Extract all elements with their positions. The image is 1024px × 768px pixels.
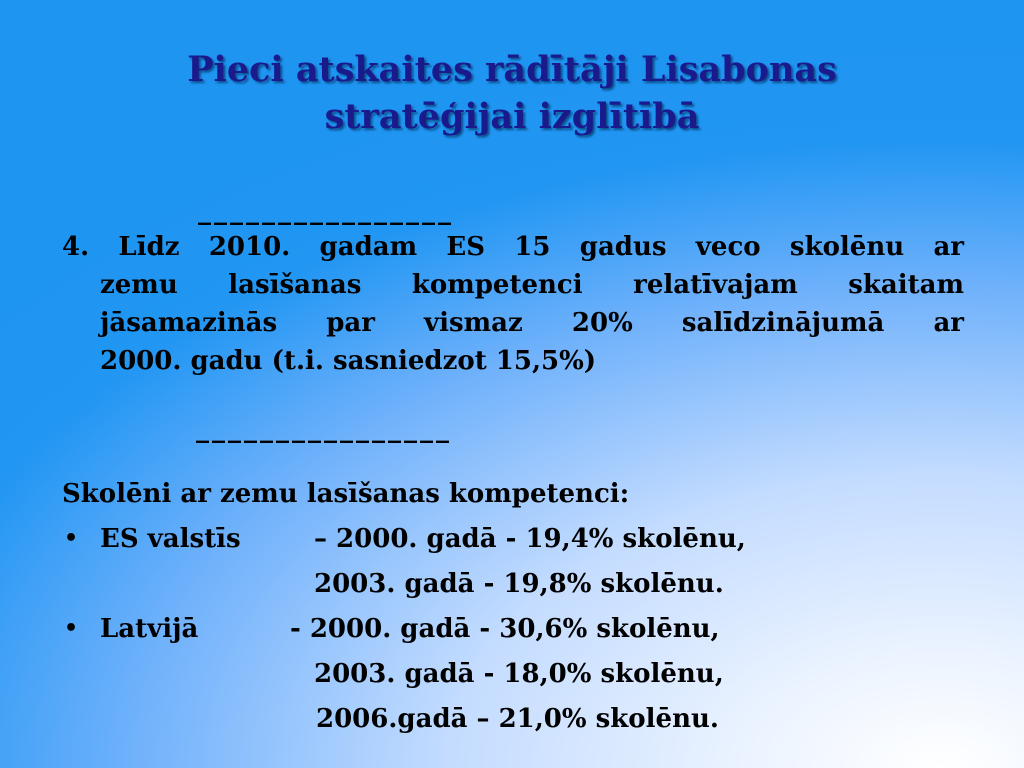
section-heading: Skolēni ar zemu lasīšanas kompetenci: xyxy=(62,479,630,509)
bullet-icon: • xyxy=(64,526,79,551)
bullet-label-latvia: Latvijā xyxy=(100,614,199,644)
divider-bottom: ________________ xyxy=(196,414,452,444)
bullet-value-latvia-2006: 2006.gadā – 21,0% skolēnu. xyxy=(316,704,719,734)
item-4-line-3: jāsamazinās par vismaz 20% salīdzinājumā ar xyxy=(100,308,964,338)
bullet-value-es-2000: – 2000. gadā - 19,4% skolēnu, xyxy=(314,524,746,554)
slide-title-line-2: stratēģijai izglītībā xyxy=(324,96,700,137)
item-4-line-2: zemu lasīšanas kompetenci relatīvajam skaitam xyxy=(100,270,964,300)
bullet-value-latvia-2000: - 2000. gadā - 30,6% skolēnu, xyxy=(290,614,720,644)
slide-title-line-1: Pieci atskaites rādītāji Lisabonas xyxy=(187,49,837,90)
bullet-value-es-2003: 2003. gadā - 19,8% skolēnu. xyxy=(314,569,724,599)
bullet-icon: • xyxy=(64,616,79,641)
item-4-line-1: 4. Līdz 2010. gadam ES 15 gadus veco skolēnu ar xyxy=(62,232,964,262)
divider-top: ________________ xyxy=(198,196,454,226)
item-4-line-4: 2000. gadu (t.i. sasniedzot 15,5%) xyxy=(100,346,597,376)
slide-title xyxy=(40,46,984,140)
bullet-label-es: ES valstīs xyxy=(100,524,241,554)
bullet-value-latvia-2003: 2003. gadā - 18,0% skolēnu, xyxy=(314,659,724,689)
item-4-paragraph xyxy=(62,228,964,380)
